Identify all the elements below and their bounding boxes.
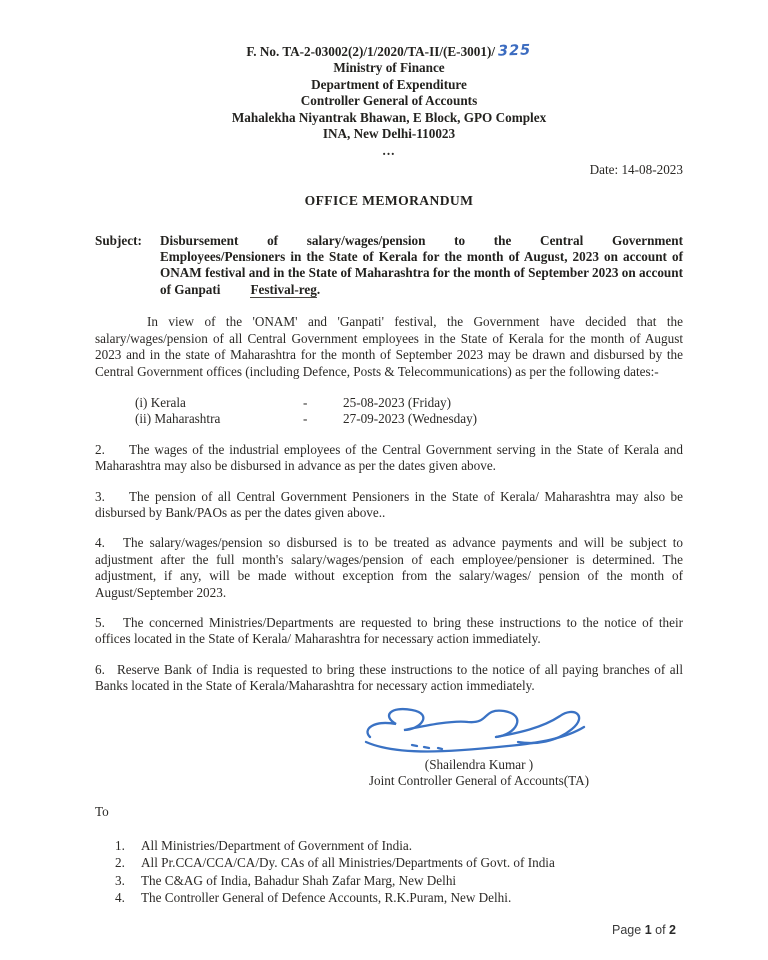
signature-block <box>319 701 639 790</box>
paragraph-5 <box>95 615 683 648</box>
subject-block <box>95 233 683 299</box>
recipient-row <box>115 855 683 871</box>
schedule-dash: - <box>303 411 308 427</box>
paragraph-text: Reserve Bank of India is requested to bring these instructions to the notice of all paying branches of all Banks located in the State of Kerala/Maharashtra for necessary action immediately. <box>95 661 683 694</box>
file-number-handwritten: 325 <box>498 42 532 60</box>
subject-period: . <box>316 281 321 297</box>
recipient-row <box>115 838 683 854</box>
recipient-row <box>115 873 683 889</box>
letterhead-address-2: INA, New Delhi-110023 <box>322 126 456 142</box>
subject-body: Employees/Pensioners in the State of Kerala for the month of August, 2023 on account of ONAM festival and in the State of Maharashtra for the month of September 2023 on account of Ganpati <box>160 249 683 297</box>
recipient-text: All Ministries/Department of Government of India. <box>141 837 413 853</box>
recipient-number: 3. <box>115 872 125 888</box>
schedule-row-kerala <box>135 395 683 411</box>
signatory-name: (Shailendra Kumar ) <box>424 756 534 772</box>
recipients-list <box>95 838 683 907</box>
letterhead-office: Controller General of Accounts <box>300 93 478 109</box>
footer-current-page: 1 <box>644 922 652 937</box>
disbursement-schedule <box>95 395 683 428</box>
paragraph-text: The wages of the industrial employees of the Central Government serving in the State of Kerala and Maharashtra may also be disbursed in advance as per the dates given above. <box>95 441 683 474</box>
recipient-number: 2. <box>115 855 125 871</box>
letterhead-separator: ... <box>382 143 396 159</box>
paragraph-number: 5. <box>95 614 105 630</box>
recipient-text: All Pr.CCA/CCA/CA/Dy. CAs of all Ministries/Departments of Govt. of India <box>141 855 555 871</box>
date-line: Date: 14-08-2023 <box>589 161 683 177</box>
paragraph-number: 3. <box>95 488 105 504</box>
paragraph-4 <box>95 535 683 601</box>
schedule-state: (i) Kerala <box>135 394 186 410</box>
footer-total-pages: 2 <box>669 922 676 937</box>
page-number-footer <box>612 922 676 938</box>
paragraph-6 <box>95 662 683 695</box>
subject-label: Subject: <box>95 232 142 248</box>
signature-ink <box>354 701 604 761</box>
paragraph-1: In view of the 'ONAM' and 'Ganpati' festival, the Government have decided that the salary/wages/pension of all Central Government employees in the State of Kerala for the month of August 2023 and in the state of Maharashtra for the month of September 2023 may be drawn and disbursed by the Central Government offices (including Defence, Posts & Telecommunications) as per the following dates:- <box>95 314 683 379</box>
subject-line-1: Disbursement of salary/wages/pension to the Central Government <box>160 232 683 248</box>
recipient-number: 4. <box>115 890 125 906</box>
subject-reg-suffix: Festival-reg <box>250 281 317 297</box>
paragraph-number: 6. <box>95 661 105 677</box>
file-number-line <box>95 44 683 60</box>
letterhead-address-1: Mahalekha Niyantrak Bhawan, E Block, GPO Complex <box>231 109 547 125</box>
schedule-date: 25-08-2023 (Friday) <box>343 394 452 410</box>
schedule-row-maharashtra <box>135 411 683 427</box>
recipient-number: 1. <box>115 837 125 853</box>
file-number-printed: F. No. TA-2-03002(2)/1/2020/TA-II/(E-3001)/ <box>246 44 496 59</box>
schedule-date: 27-09-2023 (Wednesday) <box>343 411 478 427</box>
recipient-text: The C&AG of India, Bahadur Shah Zafar Marg, New Delhi <box>141 872 457 888</box>
schedule-dash: - <box>303 394 308 410</box>
paragraph-number: 2. <box>95 441 105 457</box>
letterhead-ministry: Ministry of Finance <box>333 60 445 76</box>
footer-word-of: of <box>655 922 666 937</box>
signatory-title: Joint Controller General of Accounts(TA) <box>368 773 590 788</box>
recipient-row <box>115 890 683 906</box>
paragraph-number: 4. <box>95 535 105 551</box>
schedule-state: (ii) Maharashtra <box>135 411 221 427</box>
paragraph-text: The salary/wages/pension so disbursed is to be treated as advance payments and will be subject to adjustment after the full month's salary/wages/pension of each employee/pensioner is determined. The adjustment, if any, will be made without exception from the salary/wages/ pension of the month of August/September 2023. <box>95 535 683 600</box>
paragraph-2 <box>95 442 683 475</box>
memo-heading: OFFICE MEMORANDUM <box>304 193 474 209</box>
footer-word-page: Page <box>612 922 642 937</box>
letterhead-department: Department of Expenditure <box>311 76 467 92</box>
letterhead <box>95 44 683 142</box>
paragraph-text: The pension of all Central Government Pensioners in the State of Kerala/ Maharashtra may also be disbursed by Bank/PAOs as per the dates given above.. <box>95 488 683 520</box>
paragraph-text: The concerned Ministries/Departments are requested to bring these instructions to the notice of their offices located in the State of Kerala/ Maharashtra for necessary action immediately. <box>95 614 683 647</box>
paragraph-3 <box>95 489 683 522</box>
recipient-text: The Controller General of Defence Accounts, R.K.Puram, New Delhi. <box>141 890 512 906</box>
to-label: To <box>95 804 109 820</box>
